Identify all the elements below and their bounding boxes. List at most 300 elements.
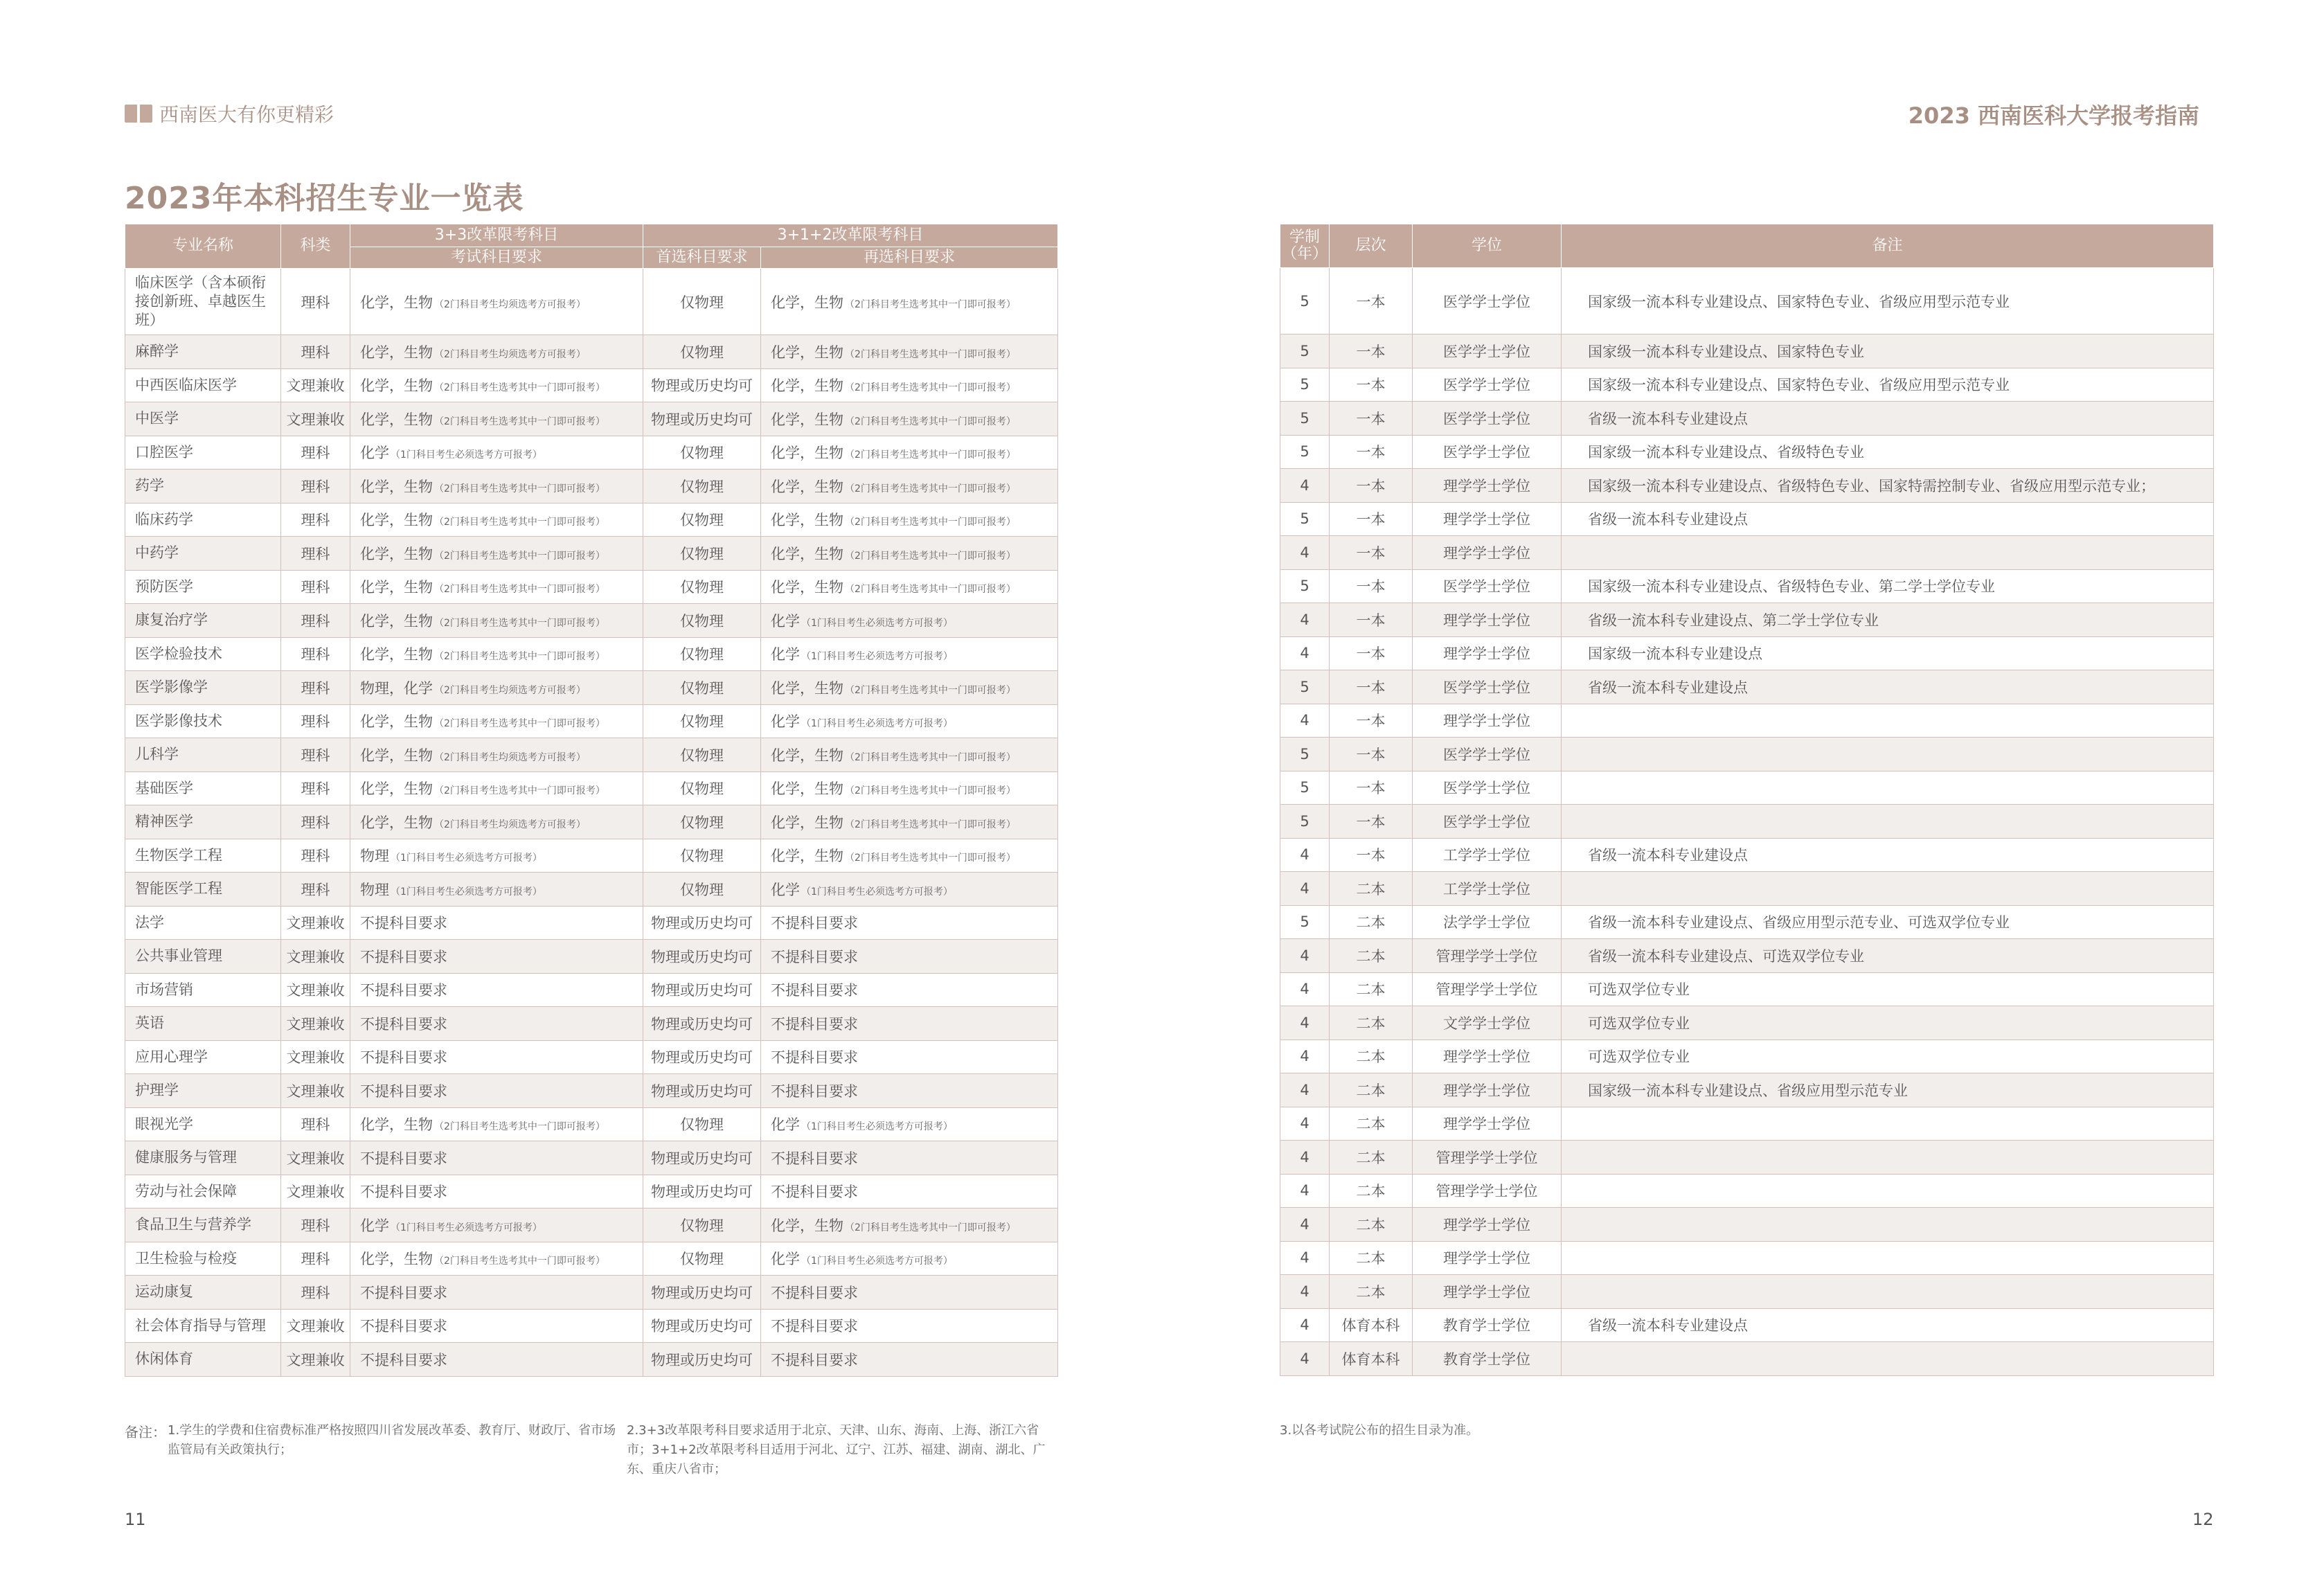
level-cell: 二本 bbox=[1330, 1241, 1413, 1275]
second-req-cell bbox=[761, 1007, 1058, 1041]
footnote-3: 3.以各考试院公布的招生目录为准。 bbox=[1280, 1423, 1479, 1438]
footnote-2: 2.3+3改革限考科目要求适用于北京、天津、山东、海南、上海、浙江六省市；3+1+2改革限考科目适用于河北、辽宁、江苏、福建、湖南、湖北、广东、重庆八省市； bbox=[627, 1423, 1046, 1477]
table-row bbox=[1280, 334, 2214, 368]
second-req-subjects: 化学，生物 bbox=[771, 679, 843, 697]
open-book-icon bbox=[125, 105, 152, 123]
category-cell: 文理兼收 bbox=[281, 1309, 350, 1343]
category-cell: 理科 bbox=[281, 503, 350, 537]
level-cell: 一本 bbox=[1330, 771, 1413, 805]
major-name-cell: 口腔医学 bbox=[125, 436, 281, 470]
degree-cell: 理学学士学位 bbox=[1413, 536, 1562, 570]
major-name-cell: 法学 bbox=[125, 906, 281, 940]
major-name-cell: 社会体育指导与管理 bbox=[125, 1309, 281, 1343]
table-row bbox=[125, 704, 1058, 738]
remark-cell: 国家级一流本科专业建设点 bbox=[1562, 636, 2214, 670]
table-row bbox=[1280, 738, 2214, 771]
second-req-cell bbox=[761, 402, 1058, 436]
years-cell: 4 bbox=[1280, 1073, 1330, 1107]
table-row bbox=[1280, 939, 2214, 973]
table-row bbox=[1280, 1073, 2214, 1107]
second-req-note: （2门科目考生选考其中一门即可报考） bbox=[845, 298, 1016, 310]
first-req-cell: 仅物理 bbox=[643, 570, 761, 604]
second-req-cell bbox=[761, 368, 1058, 402]
second-req-cell bbox=[761, 973, 1058, 1007]
degree-cell: 医学学士学位 bbox=[1413, 334, 1562, 368]
level-cell: 二本 bbox=[1330, 972, 1413, 1006]
degree-cell: 工学学士学位 bbox=[1413, 838, 1562, 872]
years-cell: 4 bbox=[1280, 536, 1330, 570]
remark-cell bbox=[1562, 1241, 2214, 1275]
second-req-subjects: 不提科目要求 bbox=[771, 1015, 858, 1033]
table-row bbox=[125, 1141, 1058, 1175]
table-row bbox=[1280, 368, 2214, 402]
table-row bbox=[125, 402, 1058, 436]
major-name-cell: 预防医学 bbox=[125, 570, 281, 604]
major-name-cell: 食品卫生与营养学 bbox=[125, 1208, 281, 1242]
second-req-subjects: 化学 bbox=[771, 881, 800, 898]
table-row bbox=[125, 1175, 1058, 1208]
exam-req-subjects: 化学 bbox=[360, 1217, 389, 1234]
category-cell: 理科 bbox=[281, 637, 350, 671]
left-header-text: 西南医大有你更精彩 bbox=[159, 103, 334, 126]
second-req-subjects: 不提科目要求 bbox=[771, 1351, 858, 1368]
major-name-cell: 智能医学工程 bbox=[125, 873, 281, 907]
major-name-cell: 劳动与社会保障 bbox=[125, 1175, 281, 1208]
category-cell: 理科 bbox=[281, 269, 350, 335]
col-header-first-req: 首选科目要求 bbox=[643, 247, 761, 269]
remark-cell bbox=[1562, 805, 2214, 839]
second-req-note: （2门科目考生选考其中一门即可报考） bbox=[845, 1222, 1016, 1233]
exam-req-cell bbox=[350, 570, 643, 604]
second-req-subjects: 不提科目要求 bbox=[771, 1082, 858, 1100]
table-row bbox=[125, 738, 1058, 772]
level-cell: 二本 bbox=[1330, 1107, 1413, 1141]
years-cell: 4 bbox=[1280, 1275, 1330, 1309]
exam-req-cell bbox=[350, 637, 643, 671]
second-req-subjects: 化学，生物 bbox=[771, 780, 843, 798]
table-row bbox=[125, 805, 1058, 839]
second-req-subjects: 化学 bbox=[771, 612, 800, 630]
exam-req-note: （2门科目考生选考其中一门即可报考） bbox=[434, 584, 605, 596]
remark-cell: 国家级一流本科专业建设点、省级特色专业、国家特需控制专业、省级应用型示范专业； bbox=[1562, 469, 2214, 503]
level-cell: 体育本科 bbox=[1330, 1308, 1413, 1342]
table-row bbox=[1280, 502, 2214, 536]
exam-req-cell bbox=[350, 436, 643, 470]
table-row bbox=[1280, 402, 2214, 436]
remark-cell: 省级一流本科专业建设点、第二学士学位专业 bbox=[1562, 603, 2214, 637]
table-row bbox=[125, 470, 1058, 503]
second-req-note: （1门科目考生必须选考方可报考） bbox=[801, 1256, 953, 1267]
level-cell: 一本 bbox=[1330, 704, 1413, 738]
table-row bbox=[125, 1242, 1058, 1276]
second-req-cell bbox=[761, 1276, 1058, 1310]
second-req-subjects: 不提科目要求 bbox=[771, 1049, 858, 1067]
exam-req-note: （1门科目考生必须选考方可报考） bbox=[391, 1222, 542, 1233]
table-row bbox=[125, 906, 1058, 940]
category-cell: 文理兼收 bbox=[281, 1175, 350, 1208]
first-req-cell: 物理或历史均可 bbox=[643, 940, 761, 974]
degree-cell: 管理学学士学位 bbox=[1413, 939, 1562, 973]
second-req-note: （2门科目考生选考其中一门即可报考） bbox=[845, 584, 1016, 596]
exam-req-cell bbox=[350, 1040, 643, 1074]
exam-req-subjects: 化学，生物 bbox=[360, 545, 433, 562]
second-req-cell bbox=[761, 671, 1058, 705]
second-req-subjects: 不提科目要求 bbox=[771, 982, 858, 999]
exam-req-cell bbox=[350, 1141, 643, 1175]
second-req-cell bbox=[761, 269, 1058, 335]
second-req-cell bbox=[761, 704, 1058, 738]
level-cell: 二本 bbox=[1330, 1275, 1413, 1309]
degree-cell: 理学学士学位 bbox=[1413, 636, 1562, 670]
exam-req-subjects: 化学，生物 bbox=[360, 780, 433, 798]
exam-req-cell bbox=[350, 537, 643, 571]
degree-cell: 管理学学士学位 bbox=[1413, 972, 1562, 1006]
years-cell: 4 bbox=[1280, 469, 1330, 503]
remark-cell: 可选双学位专业 bbox=[1562, 1006, 2214, 1040]
table-row bbox=[1280, 771, 2214, 805]
years-cell: 4 bbox=[1280, 1208, 1330, 1242]
level-cell: 体育本科 bbox=[1330, 1342, 1413, 1376]
level-cell: 一本 bbox=[1330, 536, 1413, 570]
table-row bbox=[1280, 905, 2214, 939]
exam-req-cell bbox=[350, 470, 643, 503]
first-req-cell: 仅物理 bbox=[643, 1242, 761, 1276]
category-cell: 理科 bbox=[281, 570, 350, 604]
page-title: 2023年本科招生专业一览表 bbox=[125, 181, 524, 216]
table-row bbox=[1280, 670, 2214, 704]
years-cell: 5 bbox=[1280, 435, 1330, 469]
second-req-cell bbox=[761, 940, 1058, 974]
second-req-subjects: 不提科目要求 bbox=[771, 1318, 858, 1335]
degree-cell: 理学学士学位 bbox=[1413, 469, 1562, 503]
level-cell: 一本 bbox=[1330, 603, 1413, 637]
table-row bbox=[125, 671, 1058, 705]
category-cell: 文理兼收 bbox=[281, 973, 350, 1007]
degree-cell: 理学学士学位 bbox=[1413, 1040, 1562, 1073]
level-cell: 一本 bbox=[1330, 738, 1413, 771]
second-req-subjects: 化学，生物 bbox=[771, 478, 843, 495]
page-number-right: 12 bbox=[2192, 1510, 2214, 1529]
second-req-cell bbox=[761, 771, 1058, 805]
remark-cell: 省级一流本科专业建设点 bbox=[1562, 1308, 2214, 1342]
major-name-cell: 儿科学 bbox=[125, 738, 281, 772]
exam-req-cell bbox=[350, 604, 643, 638]
footnote-label: 备注： bbox=[125, 1424, 166, 1440]
first-req-cell: 物理或历史均可 bbox=[643, 973, 761, 1007]
majors-details-table bbox=[1280, 224, 2214, 1376]
degree-cell: 医学学士学位 bbox=[1413, 402, 1562, 436]
degree-cell: 医学学士学位 bbox=[1413, 268, 1562, 334]
exam-req-subjects: 物理，化学 bbox=[360, 679, 433, 697]
remark-cell: 国家级一流本科专业建设点、省级应用型示范专业 bbox=[1562, 1073, 2214, 1107]
category-cell: 理科 bbox=[281, 738, 350, 772]
level-cell: 一本 bbox=[1330, 268, 1413, 334]
second-req-subjects: 化学，生物 bbox=[771, 747, 843, 764]
col-header-remark: 备注 bbox=[1562, 224, 2214, 268]
years-cell: 4 bbox=[1280, 636, 1330, 670]
category-cell: 理科 bbox=[281, 704, 350, 738]
second-req-cell bbox=[761, 1175, 1058, 1208]
exam-req-subjects: 不提科目要求 bbox=[360, 915, 447, 932]
exam-req-cell bbox=[350, 704, 643, 738]
first-req-cell: 仅物理 bbox=[643, 839, 761, 873]
first-req-cell: 仅物理 bbox=[643, 470, 761, 503]
table-row bbox=[1280, 569, 2214, 603]
table-row bbox=[1280, 1342, 2214, 1376]
table-row bbox=[125, 839, 1058, 873]
second-req-cell bbox=[761, 503, 1058, 537]
remark-cell: 国家级一流本科专业建设点、省级特色专业、第二学士学位专业 bbox=[1562, 569, 2214, 603]
table-row bbox=[125, 1343, 1058, 1377]
second-req-subjects: 化学 bbox=[771, 1251, 800, 1268]
second-req-cell bbox=[761, 470, 1058, 503]
category-cell: 理科 bbox=[281, 1242, 350, 1276]
degree-cell: 理学学士学位 bbox=[1413, 1208, 1562, 1242]
degree-cell: 医学学士学位 bbox=[1413, 569, 1562, 603]
table-row bbox=[125, 1007, 1058, 1041]
exam-req-subjects: 化学，生物 bbox=[360, 612, 433, 630]
years-cell: 5 bbox=[1280, 268, 1330, 334]
second-req-subjects: 化学 bbox=[771, 646, 800, 663]
category-cell: 理科 bbox=[281, 335, 350, 369]
majors-requirements-table bbox=[125, 224, 1058, 1377]
category-cell: 理科 bbox=[281, 1208, 350, 1242]
col-header-exam-req: 考试科目要求 bbox=[350, 247, 643, 269]
exam-req-note: （1门科目考生必须选考方可报考） bbox=[391, 853, 542, 864]
second-req-subjects: 化学，生物 bbox=[771, 848, 843, 865]
level-cell: 二本 bbox=[1330, 905, 1413, 939]
second-req-subjects: 化学，生物 bbox=[771, 445, 843, 462]
second-req-cell bbox=[761, 738, 1058, 772]
level-cell: 一本 bbox=[1330, 838, 1413, 872]
degree-cell: 法学学士学位 bbox=[1413, 905, 1562, 939]
table-row bbox=[1280, 1308, 2214, 1342]
second-req-cell bbox=[761, 906, 1058, 940]
first-req-cell: 物理或历史均可 bbox=[643, 368, 761, 402]
remark-cell: 省级一流本科专业建设点、可选双学位专业 bbox=[1562, 939, 2214, 973]
exam-req-cell bbox=[350, 1074, 643, 1108]
major-name-cell: 基础医学 bbox=[125, 771, 281, 805]
years-cell: 5 bbox=[1280, 771, 1330, 805]
left-table-body bbox=[125, 269, 1058, 1377]
first-req-cell: 仅物理 bbox=[643, 805, 761, 839]
major-name-cell: 药学 bbox=[125, 470, 281, 503]
level-cell: 二本 bbox=[1330, 939, 1413, 973]
exam-req-cell bbox=[350, 973, 643, 1007]
degree-cell: 教育学士学位 bbox=[1413, 1342, 1562, 1376]
exam-req-cell bbox=[350, 1309, 643, 1343]
level-cell: 二本 bbox=[1330, 1174, 1413, 1208]
years-cell: 5 bbox=[1280, 805, 1330, 839]
exam-req-note: （2门科目考生均须选考方可报考） bbox=[434, 298, 586, 310]
years-cell: 5 bbox=[1280, 670, 1330, 704]
table-row bbox=[1280, 469, 2214, 503]
table-row bbox=[1280, 1141, 2214, 1175]
second-req-subjects: 化学，生物 bbox=[771, 545, 843, 562]
major-name-cell: 中医学 bbox=[125, 402, 281, 436]
years-cell: 4 bbox=[1280, 1308, 1330, 1342]
exam-req-subjects: 不提科目要求 bbox=[360, 982, 447, 999]
exam-req-subjects: 不提科目要求 bbox=[360, 1184, 447, 1201]
table-row bbox=[125, 335, 1058, 369]
second-req-note: （1门科目考生必须选考方可报考） bbox=[801, 651, 953, 663]
exam-req-subjects: 不提科目要求 bbox=[360, 1284, 447, 1301]
category-cell: 理科 bbox=[281, 873, 350, 907]
exam-req-subjects: 化学，生物 bbox=[360, 294, 433, 311]
years-cell: 4 bbox=[1280, 972, 1330, 1006]
second-req-cell bbox=[761, 1208, 1058, 1242]
first-req-cell: 仅物理 bbox=[643, 537, 761, 571]
exam-req-subjects: 化学，生物 bbox=[360, 478, 433, 495]
level-cell: 二本 bbox=[1330, 1006, 1413, 1040]
table-row bbox=[1280, 805, 2214, 839]
exam-req-note: （2门科目考生选考其中一门即可报考） bbox=[434, 617, 605, 629]
col-header-group-3plus3: 3+3改革限考科目 bbox=[350, 224, 643, 247]
category-cell: 文理兼收 bbox=[281, 940, 350, 974]
remark-cell bbox=[1562, 1141, 2214, 1175]
first-req-cell: 物理或历史均可 bbox=[643, 1276, 761, 1310]
remark-cell bbox=[1562, 704, 2214, 738]
second-req-subjects: 化学 bbox=[771, 1116, 800, 1134]
second-req-cell bbox=[761, 873, 1058, 907]
exam-req-cell bbox=[350, 671, 643, 705]
second-req-cell bbox=[761, 604, 1058, 638]
second-req-subjects: 化学，生物 bbox=[771, 294, 843, 311]
major-name-cell: 健康服务与管理 bbox=[125, 1141, 281, 1175]
remark-cell bbox=[1562, 1342, 2214, 1376]
level-cell: 二本 bbox=[1330, 1073, 1413, 1107]
second-req-subjects: 不提科目要求 bbox=[771, 1150, 858, 1167]
exam-req-cell bbox=[350, 269, 643, 335]
table-row bbox=[125, 1074, 1058, 1108]
exam-req-note: （2门科目考生均须选考方可报考） bbox=[434, 819, 586, 830]
first-req-cell: 仅物理 bbox=[643, 671, 761, 705]
exam-req-subjects: 化学，生物 bbox=[360, 411, 433, 428]
table-row bbox=[1280, 603, 2214, 637]
category-cell: 理科 bbox=[281, 470, 350, 503]
second-req-cell bbox=[761, 1309, 1058, 1343]
years-cell: 5 bbox=[1280, 334, 1330, 368]
level-cell: 一本 bbox=[1330, 334, 1413, 368]
exam-req-note: （2门科目考生选考其中一门即可报考） bbox=[434, 416, 605, 427]
major-name-cell: 麻醉学 bbox=[125, 335, 281, 369]
first-req-cell: 物理或历史均可 bbox=[643, 1141, 761, 1175]
col-header-degree: 学位 bbox=[1413, 224, 1562, 268]
level-cell: 一本 bbox=[1330, 469, 1413, 503]
exam-req-note: （2门科目考生选考其中一门即可报考） bbox=[434, 1121, 605, 1133]
degree-cell: 理学学士学位 bbox=[1413, 704, 1562, 738]
footnote-1: 1.学生的学费和住宿费标准严格按照四川省发展改革委、教育厅、财政厅、省市场监管局有关政策执行； bbox=[168, 1423, 616, 1457]
remark-cell bbox=[1562, 1275, 2214, 1309]
exam-req-subjects: 物理 bbox=[360, 848, 389, 865]
exam-req-cell bbox=[350, 503, 643, 537]
exam-req-subjects: 化学，生物 bbox=[360, 1116, 433, 1134]
major-name-cell: 英语 bbox=[125, 1007, 281, 1041]
right-header: 2023 西南医科大学报考指南 bbox=[1908, 102, 2199, 129]
second-req-subjects: 化学，生物 bbox=[771, 512, 843, 529]
second-req-note: （2门科目考生选考其中一门即可报考） bbox=[845, 449, 1016, 461]
table-row bbox=[1280, 435, 2214, 469]
major-name-cell: 应用心理学 bbox=[125, 1040, 281, 1074]
exam-req-subjects: 化学，生物 bbox=[360, 1251, 433, 1268]
category-cell: 文理兼收 bbox=[281, 1074, 350, 1108]
first-req-cell: 仅物理 bbox=[643, 604, 761, 638]
first-req-cell: 仅物理 bbox=[643, 269, 761, 335]
exam-req-note: （2门科目考生选考其中一门即可报考） bbox=[434, 718, 605, 730]
years-cell: 4 bbox=[1280, 1174, 1330, 1208]
level-cell: 一本 bbox=[1330, 569, 1413, 603]
major-name-cell: 卫生检验与检疫 bbox=[125, 1242, 281, 1276]
level-cell: 一本 bbox=[1330, 402, 1413, 436]
remark-cell: 国家级一流本科专业建设点、国家特色专业、省级应用型示范专业 bbox=[1562, 268, 2214, 334]
degree-cell: 管理学学士学位 bbox=[1413, 1141, 1562, 1175]
exam-req-note: （2门科目考生均须选考方可报考） bbox=[434, 751, 586, 763]
remark-cell: 省级一流本科专业建设点 bbox=[1562, 502, 2214, 536]
remark-cell: 可选双学位专业 bbox=[1562, 972, 2214, 1006]
major-name-cell: 精神医学 bbox=[125, 805, 281, 839]
first-req-cell: 仅物理 bbox=[643, 335, 761, 369]
exam-req-cell bbox=[350, 402, 643, 436]
table-row bbox=[1280, 704, 2214, 738]
exam-req-subjects: 化学，生物 bbox=[360, 814, 433, 831]
second-req-cell bbox=[761, 537, 1058, 571]
col-header-years bbox=[1280, 224, 1330, 268]
exam-req-subjects: 不提科目要求 bbox=[360, 1150, 447, 1167]
category-cell: 理科 bbox=[281, 839, 350, 873]
exam-req-subjects: 化学，生物 bbox=[360, 377, 433, 395]
exam-req-subjects: 不提科目要求 bbox=[360, 948, 447, 965]
years-cell: 5 bbox=[1280, 368, 1330, 402]
major-name-cell: 医学影像技术 bbox=[125, 704, 281, 738]
years-cell: 4 bbox=[1280, 1141, 1330, 1175]
second-req-cell bbox=[761, 839, 1058, 873]
col-header-level: 层次 bbox=[1330, 224, 1413, 268]
second-req-note: （2门科目考生选考其中一门即可报考） bbox=[845, 684, 1016, 696]
degree-cell: 医学学士学位 bbox=[1413, 771, 1562, 805]
level-cell: 二本 bbox=[1330, 1040, 1413, 1073]
exam-req-cell bbox=[350, 906, 643, 940]
second-req-note: （1门科目考生必须选考方可报考） bbox=[801, 718, 953, 730]
exam-req-subjects: 不提科目要求 bbox=[360, 1015, 447, 1033]
second-req-cell bbox=[761, 436, 1058, 470]
degree-cell: 医学学士学位 bbox=[1413, 368, 1562, 402]
level-cell: 一本 bbox=[1330, 368, 1413, 402]
major-name-cell: 中药学 bbox=[125, 537, 281, 571]
exam-req-note: （2门科目考生选考其中一门即可报考） bbox=[434, 517, 605, 528]
table-row bbox=[125, 1107, 1058, 1141]
degree-cell: 理学学士学位 bbox=[1413, 1073, 1562, 1107]
degree-cell: 医学学士学位 bbox=[1413, 738, 1562, 771]
exam-req-note: （2门科目考生选考其中一门即可报考） bbox=[434, 1256, 605, 1267]
years-cell: 4 bbox=[1280, 704, 1330, 738]
table-row bbox=[125, 1276, 1058, 1310]
major-name-cell: 康复治疗学 bbox=[125, 604, 281, 638]
second-req-note: （2门科目考生选考其中一门即可报考） bbox=[845, 483, 1016, 494]
first-req-cell: 物理或历史均可 bbox=[643, 1040, 761, 1074]
second-req-cell bbox=[761, 1074, 1058, 1108]
category-cell: 理科 bbox=[281, 436, 350, 470]
second-req-subjects: 不提科目要求 bbox=[771, 948, 858, 965]
first-req-cell: 仅物理 bbox=[643, 738, 761, 772]
degree-cell: 医学学士学位 bbox=[1413, 670, 1562, 704]
level-cell: 一本 bbox=[1330, 805, 1413, 839]
second-req-note: （2门科目考生选考其中一门即可报考） bbox=[845, 853, 1016, 864]
first-req-cell: 仅物理 bbox=[643, 637, 761, 671]
second-req-subjects: 化学，生物 bbox=[771, 1217, 843, 1234]
col-header-second-req: 再选科目要求 bbox=[761, 247, 1058, 269]
table-row bbox=[1280, 972, 2214, 1006]
exam-req-cell bbox=[350, 1276, 643, 1310]
